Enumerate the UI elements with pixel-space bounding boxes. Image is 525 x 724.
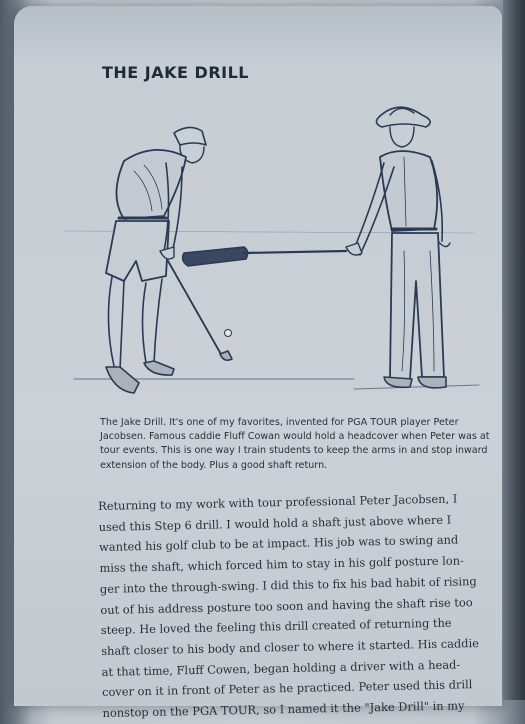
golf-drill-illustration [54, 101, 494, 406]
headcover-driver [183, 247, 346, 266]
body-line: nonstop on the PGA TOUR, so I named it the "Jake Drill" in my [102, 698, 465, 720]
body-line: at that time, Fluff Cowen, began holding a driver with a head- [101, 657, 461, 679]
book-page [14, 6, 502, 720]
instructor-figure [346, 107, 450, 388]
body-line: miss the shaft, which forced him to stay in his golf posture lon- [99, 553, 465, 576]
page-title: THE JAKE DRILL [102, 63, 249, 82]
body-line: used this Step 6 drill. I would hold a shaft just above where I [98, 512, 452, 534]
body-line: steep. He loved the feeling this drill created of returning the [100, 615, 452, 638]
book-binding-edge [503, 0, 525, 700]
body-line: ger into the through-swing. I did this to fix his bad habit of rising [99, 573, 477, 596]
body-line: Returning to my work with tour professional Peter Jacobsen, I [98, 491, 458, 513]
body-line: wanted his golf club to be at impact. His job was to swing and [98, 532, 459, 555]
body-line: cover on it in front of Peter as he practiced. Peter used this drill [101, 677, 473, 700]
illustration-caption: The Jake Drill. It's one of my favorites, invented for PGA TOUR player Peter Jacobsen. Famous caddie Fluff Cowan would hold a headcover when Peter was at tour events. This is one way I train students to keep the arms in and stop inward extension of the body. Plus a good shaft return. [100, 417, 490, 471]
body-line: shaft closer to his body and closer to where it started. His caddie [101, 635, 480, 658]
body-paragraph [98, 488, 493, 724]
body-line: out of his address posture too soon and having the shaft rise too [100, 594, 473, 617]
